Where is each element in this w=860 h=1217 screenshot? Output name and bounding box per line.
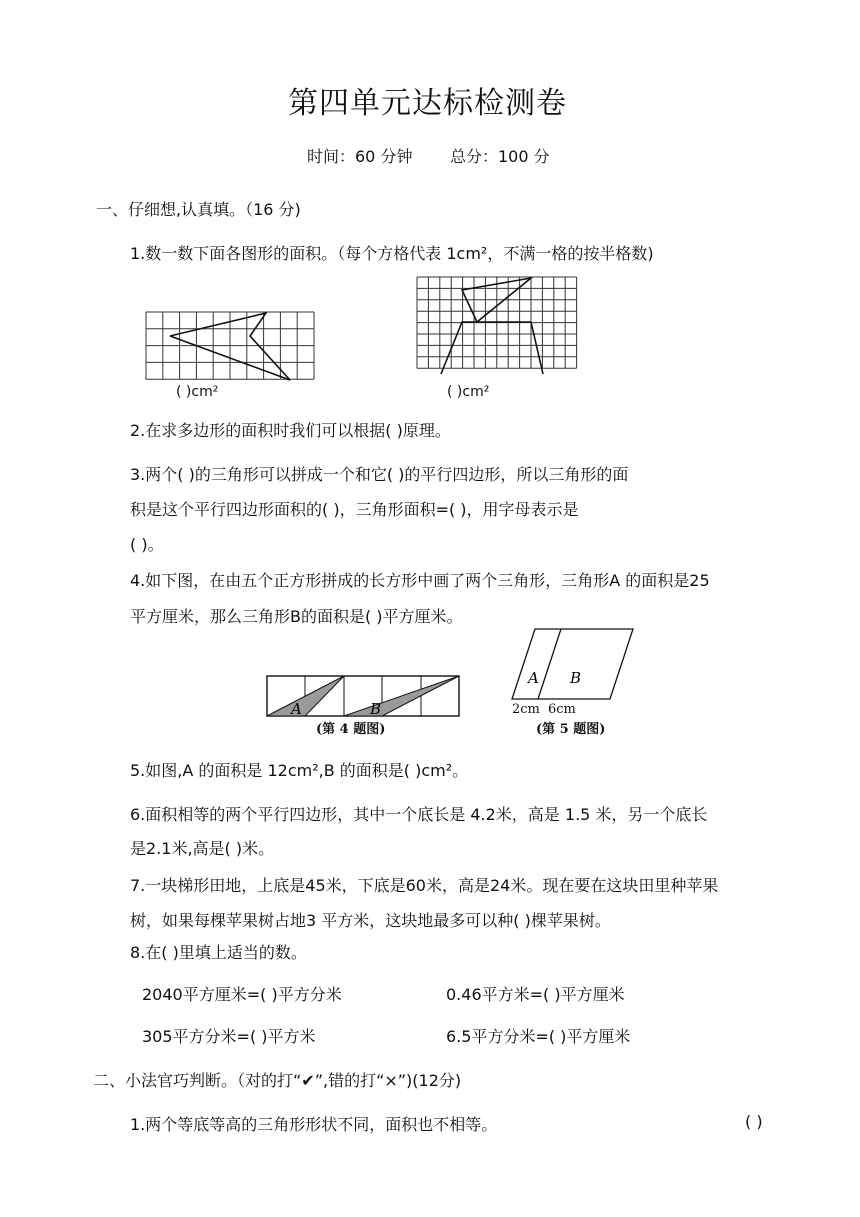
figure-5-label-b: B <box>570 669 582 687</box>
section-2-heading: 二、小法官巧判断。（对的打“✔”,错的打“×”)(12分) <box>93 1071 462 1090</box>
question-1-7-line2: 树，如果每棵苹果树占地3 平方米，这块地最多可以种( )棵苹果树。 <box>130 911 611 930</box>
figure-4-label-b: B <box>370 700 382 718</box>
figure-4-caption: (第 4 题图) <box>316 722 386 737</box>
figure-4-label-a: A <box>291 700 302 718</box>
conversion-item: 0.46平方米=( )平方厘米 <box>446 985 625 1004</box>
question-1-4-line1: 4.如下图，在由五个正方形拼成的长方形中画了两个三角形，三角形A 的面积是25 <box>130 571 710 590</box>
conversion-item: 305平方分米=( )平方米 <box>142 1027 316 1046</box>
figure-4 <box>267 676 467 721</box>
figure-5-label-a: A <box>528 669 539 687</box>
question-1-7-line1: 7.一块梯形田地，上底是45米，下底是60米，高是24米。现在要在这块田里种苹果 <box>130 876 719 895</box>
exam-total-score: 总分：100 分 <box>450 147 550 166</box>
figure-5-dim-a: 2cm <box>512 702 540 717</box>
question-1-1: 1.数一数下面各图形的面积。（每个方格代表 1cm²，不满一格的按半格数) <box>130 244 654 263</box>
question-1-6-line1: 6.面积相等的两个平行四边形，其中一个底长是 4.2米，高是 1.5 米，另一个底长 <box>130 805 708 824</box>
section-1-heading: 一、仔细想,认真填。（16 分) <box>96 200 301 219</box>
figure-5 <box>508 628 648 708</box>
question-1-6-line2: 是2.1米,高是( )米。 <box>130 839 275 858</box>
figure-5-caption: (第 5 题图) <box>536 722 606 737</box>
figure-5-dim-b: 6cm <box>548 702 576 717</box>
question-2-1: 1.两个等底等高的三角形形状不同，面积也不相等。 <box>130 1115 498 1134</box>
question-1-3-line3: ( )。 <box>130 535 164 554</box>
question-1-3-line1: 3.两个( )的三角形可以拼成一个和它( )的平行四边形，所以三角形的面 <box>130 465 629 484</box>
figure-1b-answer-blank[interactable]: ( )cm² <box>447 384 490 400</box>
question-2-1-answer-blank[interactable]: ( ) <box>745 1112 763 1131</box>
question-1-3-line2: 积是这个平行四边形面积的( )，三角形面积=( )，用字母表示是 <box>130 500 579 519</box>
question-1-5: 5.如图,A 的面积是 12cm²,B 的面积是( )cm²。 <box>130 761 469 780</box>
page-title: 第四单元达标检测卷 <box>288 86 567 121</box>
figure-1a-grid <box>146 312 386 382</box>
figure-1b-grid <box>417 277 577 377</box>
figure-1a-answer-blank[interactable]: ( )cm² <box>176 384 219 400</box>
question-1-8: 8.在( )里填上适当的数。 <box>130 943 307 962</box>
conversion-item: 6.5平方分米=( )平方厘米 <box>446 1027 631 1046</box>
question-1-4-line2: 平方厘米，那么三角形B的面积是( )平方厘米。 <box>130 607 463 626</box>
question-1-2: 2.在求多边形的面积时我们可以根据( )原理。 <box>130 421 451 440</box>
conversion-item: 2040平方厘米=( )平方分米 <box>142 985 342 1004</box>
exam-time: 时间：60 分钟 <box>307 147 413 166</box>
